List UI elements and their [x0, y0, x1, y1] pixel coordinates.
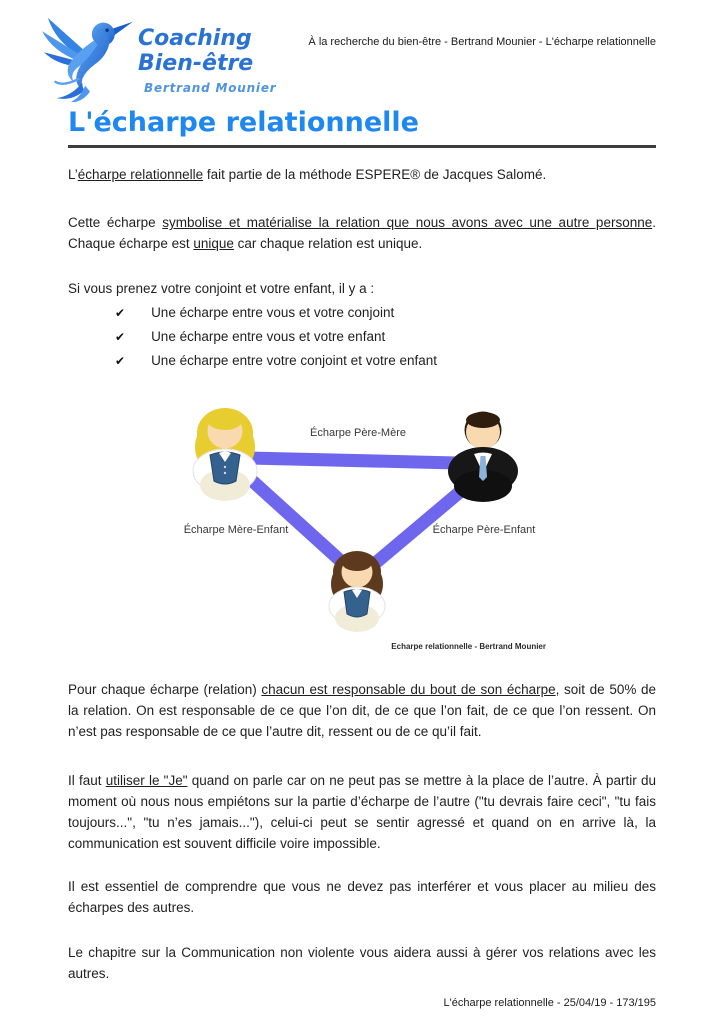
hummingbird-icon: [40, 14, 136, 107]
diagram-caption: Echarpe relationnelle - Bertrand Mounier: [391, 642, 546, 651]
page-footer: L'écharpe relationnelle - 25/04/19 - 173/195: [443, 997, 656, 1009]
page-header: [68, 14, 656, 102]
logo-title-line1: Coaching: [138, 26, 252, 51]
check-icon: ✔: [115, 330, 126, 344]
text-segment-underlined: unique: [193, 236, 234, 251]
check-icon: ✔: [115, 354, 126, 368]
scarf-diagram: [160, 393, 560, 661]
logo-text: [138, 14, 277, 107]
mother-figure: [193, 408, 257, 501]
text-segment: car chaque relation est unique.: [233, 236, 423, 251]
text-segment: Pour chaque écharpe (relation): [68, 682, 262, 697]
list-item-label: Une écharpe entre votre conjoint et votre enfant: [151, 353, 437, 368]
list-item-label: Une écharpe entre vous et votre enfant: [151, 329, 386, 344]
list-item: [68, 325, 656, 349]
text-segment: fait partie de la méthode ESPERE® de Jacques Salomé.: [203, 167, 547, 182]
text-segment: Cette écharpe: [68, 215, 163, 230]
text-segment: , soit de 50% de la relation. On est responsable de ce que l’on dit, de ce que l’on fait, de ce que l’on ressent. On n’est pas responsable de ce que l’autre dit, ressent ou de ce qu’il fait.: [68, 682, 656, 739]
check-icon: ✔: [115, 306, 126, 320]
list-item: [68, 349, 656, 373]
paragraph-method: [68, 164, 656, 185]
paragraph-no-interference: Il est essentiel de comprendre que vous ne devez pas interférer et vous placer au milieu des écharpes des autres.: [68, 879, 656, 915]
text-segment: . Chaque écharpe est: [68, 215, 656, 251]
page-title: L'écharpe relationnelle: [68, 107, 419, 138]
logo: [40, 14, 277, 107]
paragraph-responsibility: [68, 679, 656, 742]
logo-subtitle: Bertrand Mounier: [144, 81, 277, 95]
title-rule: [68, 145, 656, 148]
text-segment: L’: [68, 167, 78, 182]
text-segment-underlined: écharpe relationnelle: [77, 167, 204, 182]
child-figure: [329, 551, 385, 632]
father-figure: [448, 412, 518, 503]
text-segment-underlined: symbolise et matérialise la relation que nous avons avec une autre personne: [162, 215, 653, 230]
list-intro: Si vous prenez votre conjoint et votre enfant, il y a :: [68, 281, 375, 296]
diagram-label-pere-enfant: Écharpe Père-Enfant: [432, 524, 536, 536]
header-breadcrumb: À la recherche du bien-être - Bertrand Mounier - L'écharpe relationnelle: [308, 36, 656, 48]
checklist: [68, 301, 656, 373]
paragraph-use-je: [68, 770, 656, 854]
text-segment-underlined: chacun est responsable du bout de son écharpe: [261, 682, 556, 697]
text-segment-underlined: utiliser le "Je": [105, 773, 188, 788]
list-item: [68, 301, 656, 325]
scarf-line-pere-mere: [250, 458, 457, 463]
text-segment: quand on parle car on ne peut pas se mettre à la place de l’autre. À partir du moment où nous nous empiétons sur la partie d’écharpe de l’autre ("tu devrais faire ceci", "tu fais toujours...", "tu n’es jamais..."), celui-ci peut se sentir agressé et quand on en arrive là, la communication est souvent difficile voire impossible.: [68, 773, 656, 851]
list-item-label: Une écharpe entre vous et votre conjoint: [151, 305, 395, 320]
diagram-label-mere-enfant: Écharpe Mère-Enfant: [183, 524, 289, 536]
text-segment: Il faut: [68, 773, 106, 788]
diagram-label-pere-mere: Écharpe Père-Mère: [310, 427, 406, 439]
logo-title-line2: Bien-être: [138, 51, 254, 76]
paragraph-symbolism: [68, 212, 656, 254]
paragraph-cnv-reference: Le chapitre sur la Communication non violente vous aidera aussi à gérer vos relations avec les autres.: [68, 945, 656, 981]
